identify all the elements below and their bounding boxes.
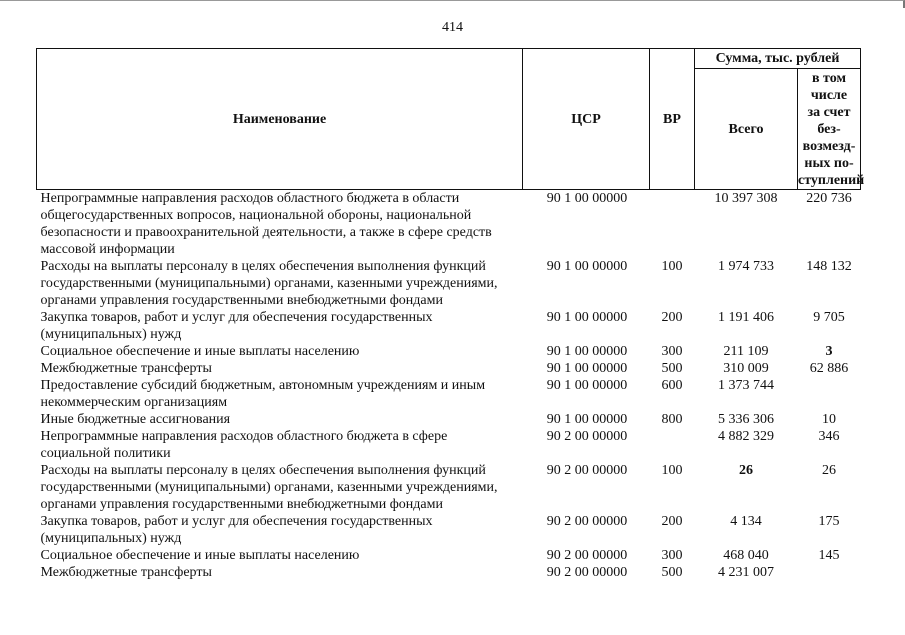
cell-free: 9 705 [813,310,845,325]
cell-vr [650,428,695,462]
table-row [37,564,861,581]
header-total: Всего [695,69,798,190]
cell-total: 1 974 733 [718,259,774,274]
table-row [37,462,861,513]
cell-vr: 200 [661,310,683,325]
cell-total: 1 191 406 [718,310,774,325]
cell-total: 1 373 744 [718,378,774,393]
cell-vr: 500 [661,565,683,580]
cell-free: 175 [818,514,840,529]
cell-name: Непрограммные направления расходов областного бюджета в сфере социальной политики [40,429,448,461]
budget-table-container [36,48,865,581]
table-row [37,258,861,309]
table-row [37,547,861,564]
cell-total: 468 040 [723,548,769,563]
header-sum-group: Сумма, тыс. рублей [695,49,861,69]
cell-total: 26 [739,463,753,478]
cell-name: Закупка товаров, работ и услуг для обеспечения государственных (муниципальных) нужд [40,310,433,342]
cell-free: 220 736 [806,191,852,206]
page-number: 414 [442,20,463,35]
cell-name: Социальное обеспечение и иные выплаты населению [40,548,360,563]
cell-csr: 90 2 00 00000 [546,548,628,563]
cell-free: 62 886 [809,361,849,376]
cell-csr: 90 1 00 00000 [546,361,628,376]
cell-csr: 90 1 00 00000 [546,378,628,393]
cell-name: Предоставление субсидий бюджетным, автономным учреждениям и иным некоммерческим организациям [40,378,486,410]
cell-csr: 90 1 00 00000 [546,344,628,359]
table-row [37,360,861,377]
cell-name: Межбюджетные трансферты [40,565,212,580]
cell-name: Непрограммные направления расходов областного бюджета в области общегосударственных вопросов, национальной обороны, национальной безопасности и правоохранительной деятельности, а также в сфере средств массовой информации [40,191,492,257]
cell-csr: 90 2 00 00000 [546,463,628,478]
cell-csr: 90 1 00 00000 [546,259,628,274]
cell-vr: 500 [661,361,683,376]
header-free: в том числе за счет без- возмезд- ных по- ступлений [798,69,861,190]
cell-free: 148 132 [806,259,852,274]
cell-csr: 90 1 00 00000 [546,412,628,427]
cell-total: 4 231 007 [718,565,774,580]
cell-free: 3 [825,344,833,359]
cell-csr: 90 2 00 00000 [546,565,628,580]
cell-vr: 300 [661,548,683,563]
header-csr: ЦСР [523,49,650,190]
cell-free [798,377,861,411]
cell-csr: 90 1 00 00000 [546,310,628,325]
table-row [37,411,861,428]
cell-free: 346 [818,429,840,444]
table-row [37,309,861,343]
cell-free: 26 [822,463,836,478]
cell-free: 145 [818,548,840,563]
table-header [37,49,865,190]
cell-total: 211 109 [723,344,769,359]
cell-vr: 100 [661,463,683,478]
cell-vr: 300 [661,344,683,359]
cell-vr: 200 [661,514,683,529]
cell-total: 4 882 329 [718,429,774,444]
table-row [37,428,861,462]
cell-csr: 90 2 00 00000 [546,514,628,529]
cell-vr [650,190,695,259]
cell-vr: 800 [661,412,683,427]
cell-name: Расходы на выплаты персоналу в целях обеспечения выполнения функций государственными (муниципальными) органами, казенными учреждениями, органами управления государственными внебюджетными фондами [40,259,498,308]
cell-csr: 90 1 00 00000 [546,191,628,206]
cell-free [798,564,861,581]
cell-name: Межбюджетные трансферты [40,361,212,376]
cell-free: 10 [822,412,836,427]
cell-csr: 90 2 00 00000 [546,429,628,444]
table-row [37,190,861,259]
table-row [37,377,861,411]
cell-total: 4 134 [730,514,762,529]
cell-total: 5 336 306 [718,412,774,427]
cell-vr: 100 [661,259,683,274]
cell-name: Закупка товаров, работ и услуг для обеспечения государственных (муниципальных) нужд [40,514,433,546]
header-vr: ВР [650,49,695,190]
budget-table [36,48,865,581]
cell-name: Социальное обеспечение и иные выплаты населению [40,344,360,359]
table-row [37,343,861,360]
cell-vr: 600 [661,378,683,393]
header-name: Наименование [37,49,523,190]
table-body [37,190,861,582]
cell-total: 310 009 [723,361,769,376]
cell-name: Расходы на выплаты персоналу в целях обеспечения выполнения функций государственными (муниципальными) органами, казенными учреждениями, органами управления государственными внебюджетными фондами [40,463,498,512]
cell-total: 10 397 308 [714,191,778,206]
table-row [37,513,861,547]
cell-name: Иные бюджетные ассигнования [40,412,231,427]
page-edge [0,0,905,8]
